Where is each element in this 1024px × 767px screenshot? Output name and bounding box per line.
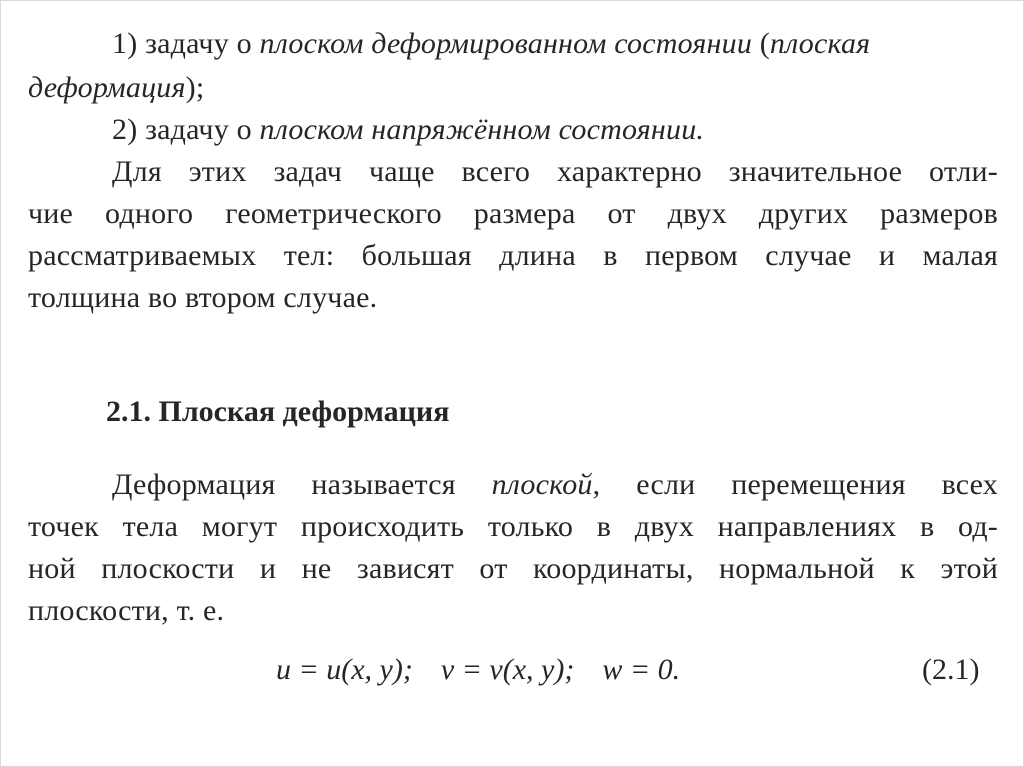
paragraph-3-line-2: точек тела могут происходить только в двух направлениях в од- bbox=[28, 510, 998, 543]
list-item-1-italic-term: плоском деформированном состоянии bbox=[259, 27, 753, 60]
list-item-1-prefix: 1) задачу о bbox=[112, 27, 260, 60]
equation-number: (2.1) bbox=[922, 653, 980, 686]
equation bbox=[276, 650, 680, 690]
paragraph-3-line-1-prefix: Деформация называется bbox=[112, 468, 492, 501]
list-item-1-italic-word: плоская bbox=[769, 27, 871, 60]
paragraph-2-line-2: чие одного геометрического размера от двух других размеров bbox=[28, 197, 998, 230]
list-item-2-italic-term: плоском напряжённом состоянии. bbox=[259, 113, 705, 146]
list-item-1-close: ); bbox=[185, 71, 205, 104]
equation-u: u = u(x, y); bbox=[276, 653, 413, 686]
equation-w: w = 0. bbox=[602, 653, 681, 686]
list-item-1-paren-open: ( bbox=[752, 27, 770, 60]
list-item-2 bbox=[112, 110, 704, 150]
list-item-1 bbox=[112, 24, 870, 64]
list-item-1-italic-continuation: деформация bbox=[28, 71, 186, 104]
section-heading: 2.1. Плоская деформация bbox=[106, 395, 450, 428]
paragraph-3-line-1 bbox=[112, 465, 998, 505]
paragraph-3-line-1-suffix: , если перемещения всех bbox=[592, 468, 998, 501]
paragraph-3-line-3: ной плоскости и не зависят от координаты, нормальной к этой bbox=[28, 552, 998, 585]
list-item-2-prefix: 2) задачу о bbox=[112, 113, 260, 146]
list-item-1-continuation bbox=[28, 68, 204, 108]
paragraph-3-italic-term: плоской bbox=[491, 468, 593, 501]
equation-v: v = v(x, y); bbox=[440, 653, 575, 686]
paragraph-2-line-1: Для этих задач чаще всего характерно значительное отли- bbox=[112, 155, 998, 188]
paragraph-2-line-4: толщина во втором случае. bbox=[28, 281, 378, 314]
paragraph-3-line-4: плоскости, т. е. bbox=[28, 594, 225, 627]
paragraph-2-line-3: рассматриваемых тел: большая длина в первом случае и малая bbox=[28, 239, 998, 272]
